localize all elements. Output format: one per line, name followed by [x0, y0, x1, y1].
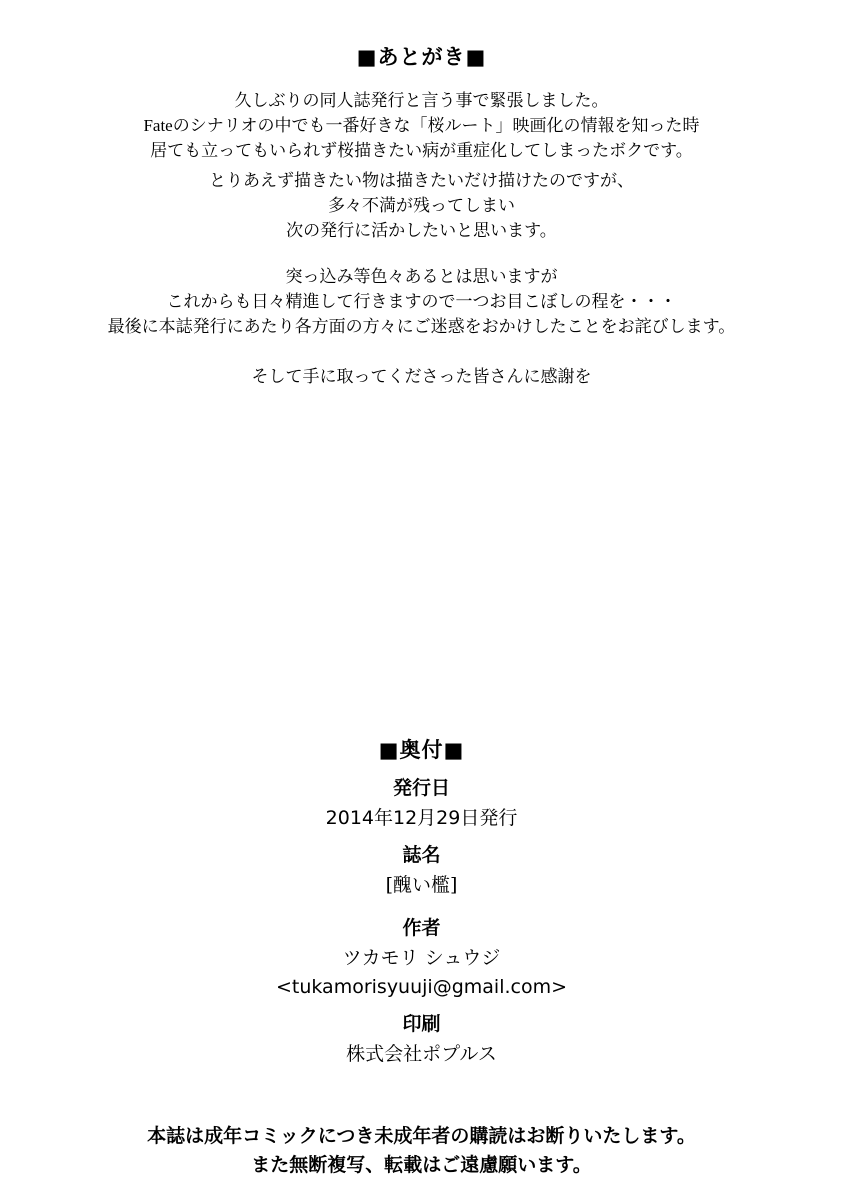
afterword-line: これからも日々精進して行きますので一つお目こぼしの程を・・・: [166, 291, 677, 311]
afterword-line: Fateのシナリオの中でも一番好きな「桜ルート」映画化の情報を知った時: [143, 116, 700, 136]
printer-value: 株式会社ポプルス: [346, 1042, 497, 1065]
spacer: [0, 339, 843, 365]
afterword-paragraph-2: [0, 169, 843, 243]
printer-label: 印刷: [402, 1013, 441, 1036]
publication-date-value: 2014年12月29日発行: [325, 806, 518, 829]
author-email: <tukamorisyuuji@gmail.com>: [275, 976, 568, 999]
afterword-section: [0, 42, 843, 390]
legal-notice-line: また無断複写、転載はご遠慮願います。: [251, 1153, 592, 1176]
colophon-section: [0, 735, 843, 1069]
afterword-line: とりあえず描きたい物は描きたいだけ描けたのですが、: [209, 171, 634, 191]
spacer: [0, 900, 843, 914]
afterword-line: 次の発行に活かしたいと思います。: [286, 220, 557, 240]
afterword-heading: ■あとがき■: [356, 44, 487, 69]
publication-date-label: 発行日: [392, 777, 450, 800]
title-label: 誌名: [402, 844, 441, 867]
afterword-paragraph-3: [0, 265, 843, 339]
afterword-line: 居ても立ってもいられず桜描きたい病が重症化してしまったボクです。: [150, 140, 693, 160]
afterword-line: 久しぶりの同人誌発行と言う事で緊張しました。: [234, 91, 609, 111]
spacer: [0, 1002, 843, 1010]
afterword-line: 突っ込み等色々あるとは思いますが: [285, 267, 558, 287]
afterword-paragraph-1: [0, 89, 843, 163]
legal-notice: [0, 1122, 843, 1179]
author-label: 作者: [402, 917, 441, 940]
afterword-paragraph-4: [0, 365, 843, 390]
legal-notice-line: 本誌は成年コミックにつき未成年者の購読はお断りいたします。: [147, 1125, 696, 1147]
spacer: [0, 243, 843, 265]
author-value: ツカモリ シュウジ: [342, 946, 501, 969]
spacer: [0, 833, 843, 841]
title-value: [醜い檻]: [385, 873, 458, 896]
colophon-heading: ■奥付■: [378, 737, 465, 762]
afterword-line: そして手に取ってくださった皆さんに感謝を: [251, 367, 592, 387]
afterword-line: 最後に本誌発行にあたり各方面の方々にご迷惑をおかけしたことをお詫びします。: [107, 316, 736, 336]
afterword-line: 多々不満が残ってしまい: [328, 195, 515, 215]
